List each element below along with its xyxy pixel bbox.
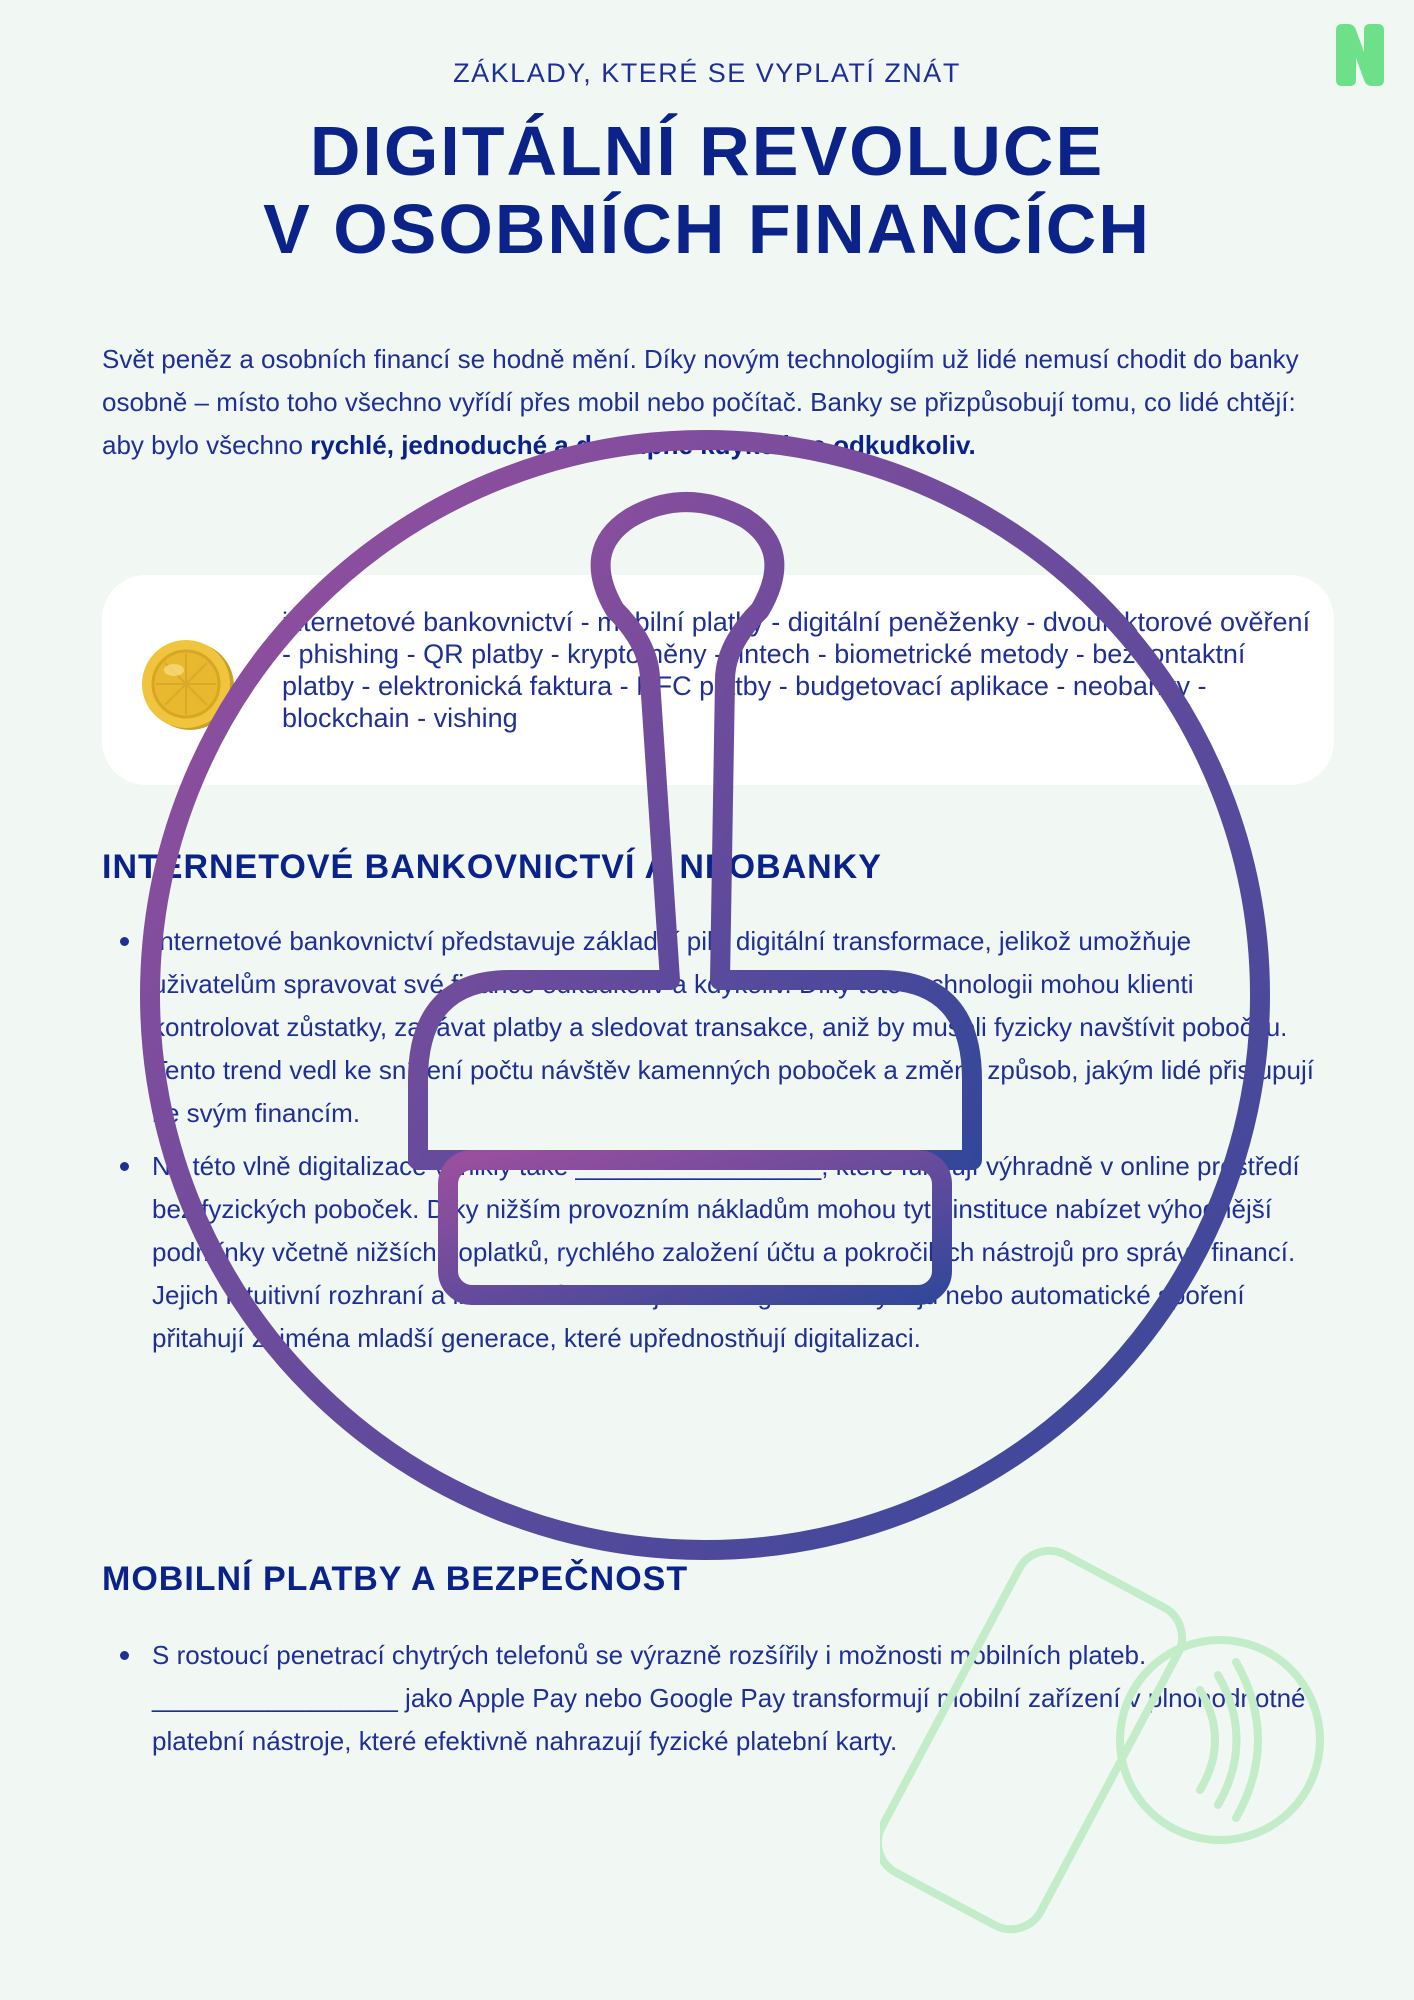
intro-text: Svět peněz a osobních financí se hodně mění. Díky novým technologiím už lidé nemusí chodit do banky osobně – místo toho všechno vyřídí přes mobil nebo počítač. Banky se přizpůsobují tomu, co lidé chtějí: aby bylo všechno bbox=[102, 344, 1299, 460]
bullet-text: S rostoucí penetrací chytrých telefonů se výrazně rozšířily i možnosti mobilních plateb. _________________ jako Apple Pay nebo Google Pay transformují mobilní zařízení v plnohodnotné platební nástroje, které efektivně nahrazují fyzické platební karty. bbox=[152, 1640, 1306, 1756]
section-heading-mobile-payments: MOBILNÍ PLATBY A BEZPEČNOST bbox=[102, 1560, 689, 1598]
bullet-dot-icon bbox=[120, 937, 129, 946]
bullet-text: Internetové bankovnictví představuje základní pilíř digitální transformace, jelikož umožňuje uživatelům spravovat své finance odkudkoliv a kdykoliv. Díky této technologii mohou klienti kontrolovat zůstatky, zadávat platby a sledovat transakce, aniž by museli fyzicky navštívit pobočku. Tento trend vedl ke snížení počtu návštěv kamenných poboček a změnil způsob, jakým lidé přistupují ke svým financím. bbox=[152, 926, 1314, 1128]
bullet-dot-icon bbox=[120, 1162, 129, 1171]
bullet-text: Na této vlně digitalizace vznikly také _________________, které fungují výhradně v online prostředí bez fyzických poboček. Díky nižším provozním nákladům mohou tyto instituce nabízet výhodnější podmínky včetně nižších poplatků, rychlého založení účtu a pokročilých nástrojů pro správu financí. Jejich intuitivní rozhraní a inovativní funkce jako kategorizace výdajů nebo automatické spoření přitahují zejména mladší generace, které upřednostňují digitalizaci. bbox=[152, 1151, 1300, 1353]
page-title bbox=[0, 112, 1414, 268]
title-line-1: DIGITÁLNÍ REVOLUCE bbox=[309, 112, 1105, 190]
intro-bold-text: rychlé, jednoduché a dostupné kdykoliv a odkudkoliv. bbox=[310, 430, 976, 460]
stamp-icon bbox=[130, 420, 1280, 1570]
title-line-2: V OSOBNÍCH FINANCÍCH bbox=[263, 190, 1151, 268]
section-heading-neobanks: INTERNETOVÉ BANKOVNICTVÍ A NEOBANKY bbox=[102, 848, 882, 886]
page-kicker: ZÁKLADY, KTERÉ SE VYPLATÍ ZNÁT bbox=[453, 58, 961, 88]
phone-contactless-icon bbox=[880, 1530, 1340, 1960]
bullet-dot-icon bbox=[120, 1651, 129, 1660]
keyword-list: internetové bankovnictví - mobilní platby - digitální peněženky - dvoufaktorové ověření - phishing - QR platby - kryptoměny - fintech - biometrické metody - bezkontaktní platby - elektronická faktura - NFC platby - budgetovací aplikace - neobanky - blockchain - vishing bbox=[282, 607, 1311, 733]
